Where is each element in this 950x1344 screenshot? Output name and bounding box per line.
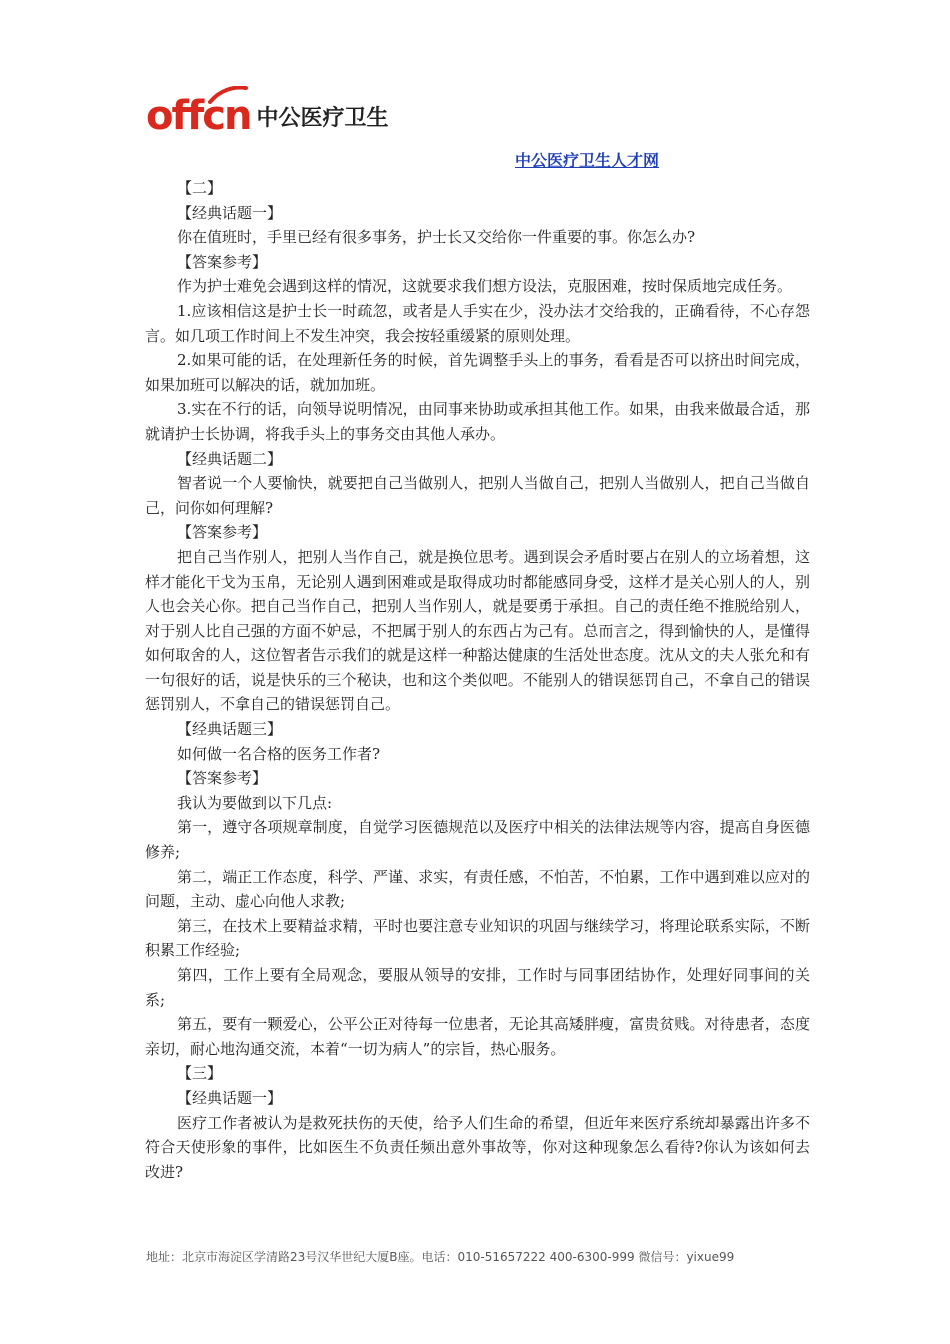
document-body [145, 176, 810, 1184]
answer-heading: 【答案参考】 [177, 769, 268, 788]
question-text: 医疗工作者被认为是救死扶伤的天使，给予人们生命的希望，但近年来医疗系统却暴露出许多不符合天使形象的事件，比如医生不负责任频出意外事故等，你对这种现象怎么看待?你认为该如何去改进? [145, 1113, 810, 1181]
answer-paragraph: 1.应该相信这是护士长一时疏忽，或者是人手实在少，没办法才交给我的，正确看待，不心存怨言。如几项工作时间上不发生冲突，我会按轻重缓紧的原则处理。 [145, 301, 810, 345]
topic-heading: 【经典话题一】 [177, 203, 283, 222]
answer-paragraph: 3.实在不行的话，向领导说明情况，由同事来协助或承担其他工作。如果，由我来做最合适，那就请护士长协调，将我手头上的事务交由其他人承办。 [145, 400, 810, 443]
question-text: 你在值班时，手里已经有很多事务，护士长又交给你一件重要的事。你怎么办? [177, 228, 696, 247]
brand-logo [146, 86, 389, 139]
answer-paragraph: 2.如果可能的话，在处理新任务的时候，首先调整手头上的事务，看看是否可以挤出时间完成，如果加班可以解决的话，就加加班。 [145, 351, 810, 394]
topic-heading: 【经典话题一】 [177, 1088, 283, 1107]
logo-text: 中公医疗卫生 [256, 106, 389, 131]
section-heading: 【三】 [177, 1064, 223, 1083]
question-text: 智者说一个人要愉快，就要把自己当做别人，把别人当做自己，把别人当做别人，把自己当做自己，问你如何理解? [145, 474, 810, 517]
answer-paragraph: 我认为要做到以下几点: [177, 793, 333, 812]
site-link[interactable]: 中公医疗卫生人才网 [515, 151, 660, 170]
answer-paragraph: 第五，要有一颗爱心，公平公正对待每一位患者，无论其高矮胖瘦，富贵贫贱。对待患者，态度亲切，耐心地沟通交流，本着“一切为病人”的宗旨，热心服务。 [145, 1015, 810, 1058]
topic-heading: 【经典话题三】 [177, 720, 283, 739]
question-text: 如何做一名合格的医务工作者? [177, 744, 381, 763]
logo-mark: offcn [146, 96, 250, 136]
answer-paragraph: 作为护士难免会遇到这样的情况，这就要求我们想方设法，克服困难，按时保质地完成任务。 [177, 277, 793, 296]
footer-address: 地址：北京市海淀区学清路23号汉华世纪大厦B座。电话：010-51657222 400-6300-999 微信号：yixue99 [146, 1250, 735, 1264]
answer-paragraph: 第一，遵守各项规章制度，自觉学习医德规范以及医疗中相关的法律法规等内容，提高自身医德修养; [145, 818, 810, 862]
answer-paragraph: 把自己当作别人，把别人当作自己，就是换位思考。遇到误会矛盾时要占在别人的立场着想，这样才能化干戈为玉帛，无论别人遇到困难或是取得成功时都能感同身受，这样才是关心别人的人，别人也会关心你。把自己当作自己，把别人当作别人，就是要勇于承担。自己的责任绝不推脱给别人，对于别人比自己强的方面不妒忌，不把属于别人的东西占为己有。总而言之，得到愉快的人，是懂得如何取舍的人，这位智者告示我们的就是这样一种豁达健康的生活处世态度。沈从文的夫人张允和有一句很好的话，说是快乐的三个秘诀，也和这个类似吧。不能别人的错误惩罚自己，不拿自己的错误惩罚别人，不拿自己的错误惩罚自己。 [145, 547, 810, 714]
section-heading: 【二】 [177, 179, 223, 197]
answer-heading: 【答案参考】 [177, 523, 268, 542]
logo-swoosh-icon [208, 86, 248, 104]
answer-paragraph: 第二，端正工作态度，科学、严谨、求实，有责任感，不怕苦，不怕累，工作中遇到难以应对的问题，主动、虚心向他人求教; [145, 867, 810, 911]
answer-heading: 【答案参考】 [177, 252, 268, 271]
answer-paragraph: 第四，工作上要有全局观念，要服从领导的安排，工作时与同事团结协作，处理好同事间的关系; [145, 966, 810, 1009]
answer-paragraph: 第三，在技术上要精益求精，平时也要注意专业知识的巩固与继续学习，将理论联系实际，不断积累工作经验; [145, 916, 810, 960]
topic-heading: 【经典话题二】 [177, 449, 283, 468]
